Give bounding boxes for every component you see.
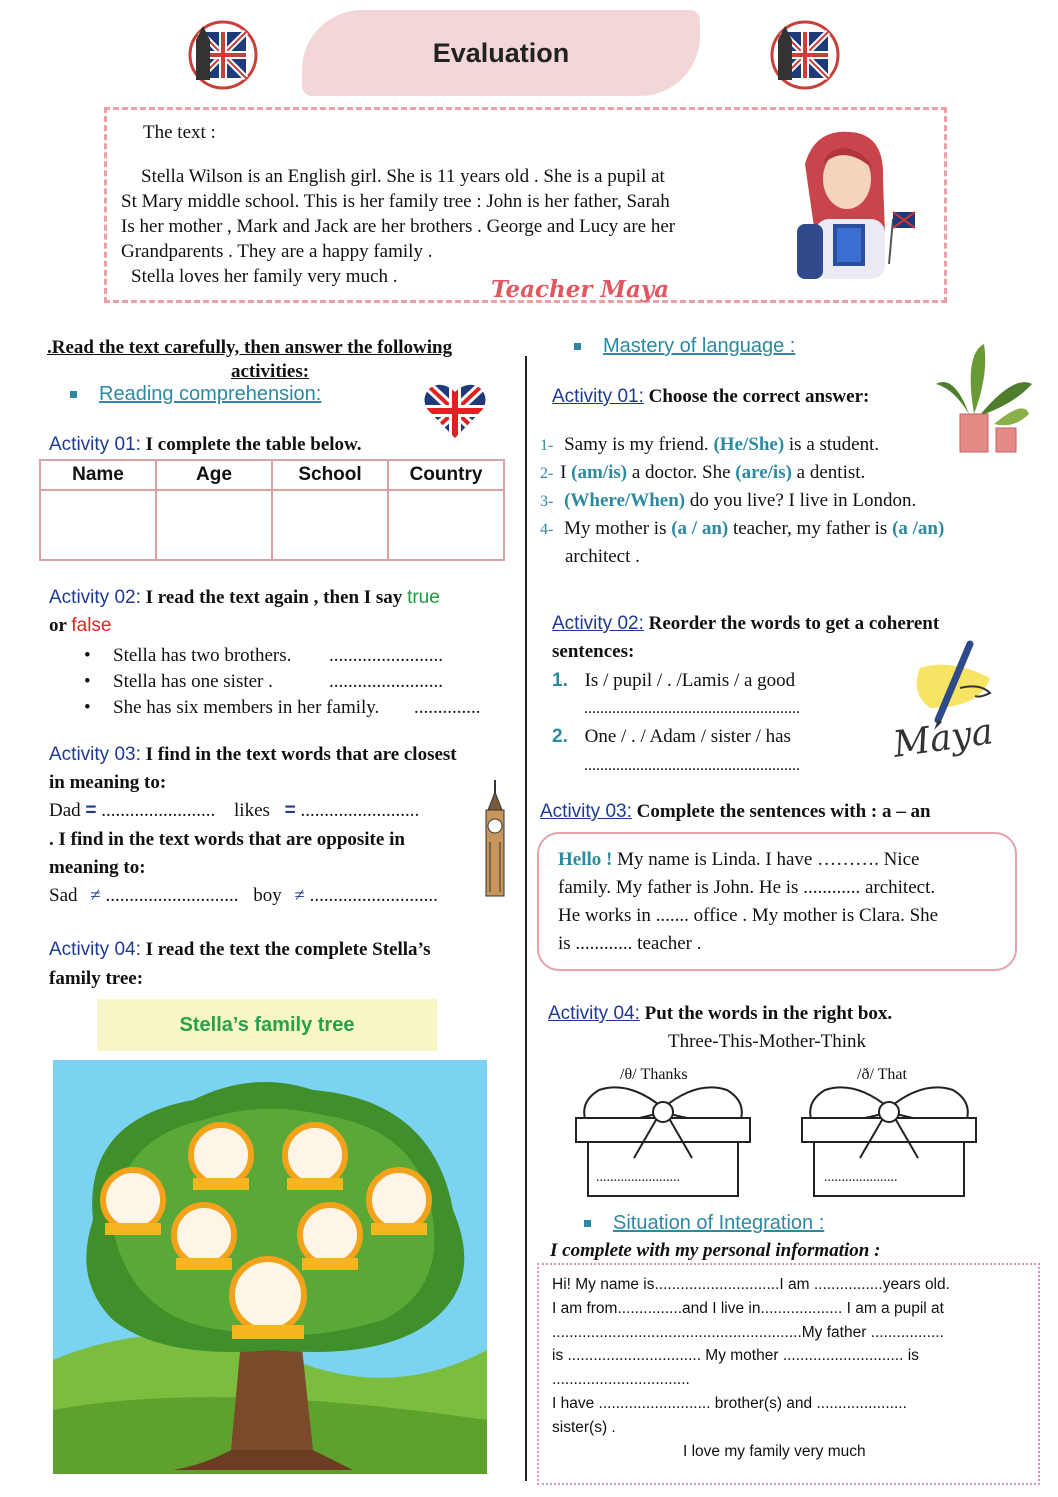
right-activity-2-title [552, 611, 939, 637]
word: boy [253, 885, 282, 906]
cloze-line: is ............ teacher . [558, 933, 702, 954]
text-line: Stella loves her family very much . [131, 266, 398, 287]
box2-blank[interactable]: ..................... [824, 1170, 898, 1185]
false-word: false [71, 615, 112, 636]
choice-number: 3- [540, 493, 554, 510]
maya-signature: Maya [890, 711, 996, 766]
activity-4-title [49, 937, 431, 963]
box1-blank[interactable]: ........................ [596, 1170, 680, 1185]
activity-1-title [49, 432, 361, 458]
bullet-icon [70, 391, 77, 398]
choice-text: a dentist. [791, 462, 866, 483]
cloze-line: family. My father is John. He is ............ architect. [558, 877, 936, 898]
bullet-icon: • [84, 645, 91, 666]
activity-label: Activity 01: [552, 386, 644, 407]
reorder-blank[interactable]: ...................................................... [584, 700, 800, 717]
cloze-box [537, 832, 1017, 971]
situation-text [552, 1273, 950, 1463]
reorder-blank[interactable]: ...................................................... [584, 757, 800, 774]
family-tree-title: Stella’s family tree [97, 999, 437, 1051]
word: Sad [49, 885, 78, 906]
choice-option[interactable]: (a / an) [671, 518, 729, 539]
choice-option[interactable]: (He/She) [713, 434, 785, 455]
activity-2-title-cont [49, 613, 111, 639]
reorder-number: 1. [552, 670, 568, 691]
situation-line[interactable]: Hi! My name is.............................I am ................years old. [552, 1276, 950, 1293]
london-logo-left [178, 20, 264, 106]
blank[interactable]: ........................ [96, 800, 216, 821]
reorder-words: Is / pupil / . /Lamis / a good [584, 670, 796, 691]
choice-text: do you live? I live in London. [685, 490, 917, 511]
activity-text: I complete the table below. [140, 434, 362, 455]
choice-option[interactable]: (Where/When) [564, 490, 686, 511]
activity-text: Put the words in the right box. [639, 1003, 893, 1024]
reorder-item [552, 724, 791, 750]
teacher-signature: Teacher Maya [491, 276, 670, 303]
choice-option[interactable]: (are/is) [735, 462, 792, 483]
text-line: Grandparents . They are a happy family . [121, 241, 433, 262]
choice-number: 4- [540, 521, 554, 538]
activity-3-text: in meaning to: [49, 772, 167, 793]
activity-label: Activity 02: [552, 613, 644, 634]
reorder-words: One / . / Adam / sister / has [584, 726, 791, 747]
girl-student-icon [775, 124, 925, 289]
blank[interactable]: ............................ [100, 885, 239, 906]
activity-text: Choose the correct answer: [643, 386, 870, 407]
instruction-line: activities: [231, 361, 310, 382]
situation-heading-text: Situation of Integration : [613, 1212, 825, 1234]
tf-item-blank[interactable]: ........................ [329, 645, 443, 666]
equals-icon: = [85, 800, 97, 821]
situation-line[interactable]: ..........................................................My father ................. [552, 1323, 944, 1341]
opposite-instruction: . I find in the text words that are opposite in [49, 829, 405, 850]
activity-text: Reorder the words to get a coherent [643, 613, 940, 634]
table-header: Age [156, 460, 272, 490]
column-divider [525, 356, 527, 1481]
cloze-line [558, 847, 919, 873]
activity-label: Activity 04: [548, 1003, 640, 1024]
activity-label: Activity 01: [49, 434, 141, 455]
table-cell[interactable] [388, 490, 504, 560]
situation-box [537, 1263, 1040, 1485]
bullet-icon [584, 1220, 591, 1227]
activity-text: I read the text the complete Stella’s [140, 939, 431, 960]
box2-label: /ð/ That [857, 1066, 907, 1083]
choice-option[interactable]: (a /an) [892, 518, 945, 539]
london-logo-right [760, 20, 846, 106]
plant-pot-icon [934, 344, 1034, 454]
choice-text: Samy is my friend. [564, 434, 714, 455]
bullet-icon: • [84, 671, 91, 692]
big-ben-icon [480, 780, 510, 898]
situation-final-line: I love my family very much [683, 1442, 866, 1460]
antonym-line [49, 883, 438, 909]
uk-heart-icon [424, 382, 486, 440]
activity-2-title [49, 585, 440, 611]
choice-option[interactable]: (am/is) [571, 462, 628, 483]
mastery-heading-text: Mastery of language : [603, 335, 796, 357]
tf-item-text: She has six members in her family. [113, 697, 380, 718]
family-tree-illustration [53, 1060, 487, 1474]
right-activity-4-title [548, 1001, 892, 1027]
tf-item-blank[interactable]: ........................ [329, 671, 443, 692]
choice-text: teacher, my father is [728, 518, 893, 539]
activity-text: I find in the text words that are closest [140, 744, 457, 765]
reorder-number: 2. [552, 726, 568, 747]
choice-number: 2- [540, 465, 554, 482]
word: Dad [49, 800, 81, 821]
activity-label: Activity 02: [49, 587, 141, 608]
or-word: or [49, 615, 72, 636]
synonym-line [49, 798, 419, 824]
situation-line[interactable]: is ............................... My mother ............................ is [552, 1347, 919, 1365]
opposite-instruction: meaning to: [49, 857, 146, 878]
bullet-icon [574, 343, 581, 350]
activity-label: Activity 03: [540, 801, 632, 822]
situation-line[interactable]: I am from...............and I live in................... I am a pupil at [552, 1299, 944, 1317]
activity-4-text: family tree: [49, 968, 144, 989]
text-line: Stella Wilson is an English girl. She is 11 years old . She is a pupil at [141, 166, 665, 187]
table-cell[interactable] [272, 490, 388, 560]
table-cell[interactable] [156, 490, 272, 560]
reading-heading [70, 383, 321, 406]
choice-text: is a student. [784, 434, 880, 455]
activity-text: Complete the sentences with : a – an [631, 801, 931, 822]
true-word: true [407, 587, 440, 608]
activity-text: I read the text again , then I say [140, 587, 408, 608]
activity-label: Activity 04: [49, 939, 141, 960]
not-equal-icon: ≠ [90, 885, 101, 906]
situation-heading [584, 1212, 824, 1235]
choice-item [540, 488, 916, 515]
choice-text: My mother is [564, 518, 672, 539]
table-header: Country [388, 460, 504, 490]
table-header: School [272, 460, 388, 490]
word-list: Three-This-Mother-Think [668, 1031, 866, 1052]
reading-text-box [104, 107, 947, 303]
mastery-heading [574, 335, 795, 358]
activity-label: Activity 03: [49, 744, 141, 765]
page-title: Evaluation [302, 10, 700, 96]
choice-text: architect . [565, 546, 640, 567]
equals-icon: = [284, 800, 296, 821]
london-badge-icon [760, 20, 850, 90]
right-activity-1-title [552, 384, 869, 410]
cloze-text: My name is Linda. I have ………. Nice [612, 849, 920, 870]
hello-word: Hello ! [558, 849, 613, 870]
choice-item [540, 516, 944, 543]
activity-text: sentences: [552, 641, 635, 662]
bullet-icon: • [84, 697, 91, 718]
choice-item [540, 432, 879, 459]
choice-text: a doctor. She [627, 462, 736, 483]
cloze-line: He works in ....... office . My mother is Clara. She [558, 905, 939, 926]
reading-heading-text: Reading comprehension: [99, 383, 322, 405]
choice-number: 1- [540, 437, 554, 454]
blank[interactable]: ......................... [295, 800, 420, 821]
info-table [39, 459, 505, 561]
choice-item [540, 460, 865, 487]
tf-item-blank[interactable]: .............. [414, 697, 481, 718]
word: likes [234, 800, 270, 821]
box1-label: /θ/ Thanks [620, 1066, 688, 1083]
situation-instruction: I complete with my personal information : [550, 1240, 881, 1261]
situation-line[interactable]: sister(s) . [552, 1418, 616, 1436]
text-line: St Mary middle school. This is her family tree : John is her father, Sarah [121, 191, 670, 212]
tf-item-text: Stella has one sister . [113, 671, 273, 692]
blank[interactable]: ........................... [304, 885, 438, 906]
situation-line[interactable]: I have .......................... brother(s) and ..................... [552, 1394, 907, 1412]
text-label: The text : [143, 122, 216, 143]
tf-item-text: Stella has two brothers. [113, 645, 292, 666]
instruction-line: .Read the text carefully, then answer the following [47, 337, 453, 358]
not-equal-icon: ≠ [294, 885, 305, 906]
table-header: Name [40, 460, 156, 490]
situation-line[interactable]: ................................ [552, 1371, 690, 1389]
london-badge-icon [178, 20, 268, 90]
reorder-item [552, 668, 795, 694]
activity-3-title [49, 742, 457, 768]
table-cell[interactable] [40, 490, 156, 560]
choice-text: I [560, 462, 572, 483]
text-line: Is her mother , Mark and Jack are her brothers . George and Lucy are her [121, 216, 676, 237]
right-activity-3-title [540, 799, 931, 825]
